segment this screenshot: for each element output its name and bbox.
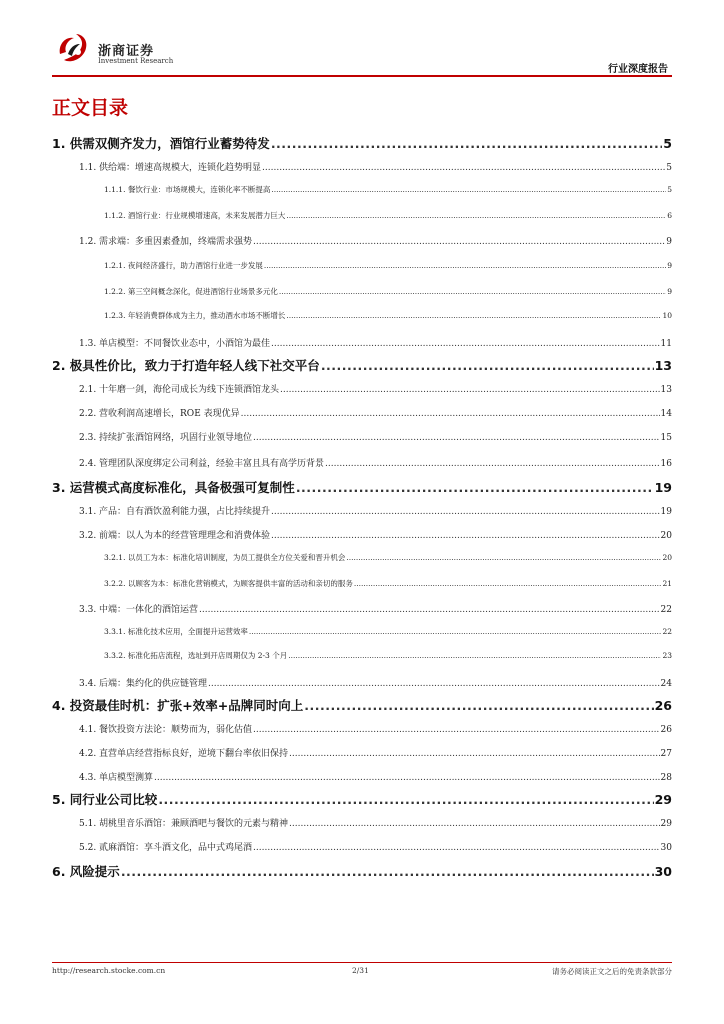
- toc-entry-level-3[interactable]: [52, 552, 672, 563]
- toc-entry-page: 5: [667, 185, 672, 194]
- toc-entry-page: 15: [660, 433, 672, 443]
- toc-entry-level-2[interactable]: [52, 602, 672, 615]
- toc-entry-page: 13: [654, 358, 672, 373]
- toc-entry-page: 5: [663, 136, 672, 151]
- toc-entry-page: 9: [667, 261, 672, 270]
- toc-leader-dots: [321, 358, 654, 373]
- toc-entry-label: 2.3. 持续扩张酒馆网络，巩固行业领导地位: [79, 433, 253, 443]
- toc-leader-dots: [289, 819, 660, 829]
- toc-leader-dots: [264, 261, 666, 270]
- toc-entry-label: 3.1. 产品：自有酒饮盈利能力强，占比持续提升: [79, 507, 271, 517]
- toc-entry-page: 28: [660, 773, 672, 783]
- report-type-label: 行业深度报告: [608, 64, 668, 75]
- toc-entry-label: 5.1. 胡桃里音乐酒馆：兼顾酒吧与餐饮的元素与精神: [79, 819, 289, 829]
- company-logo: [56, 32, 90, 66]
- toc-entry-label: 3.2. 前端：以人为本的经营管理理念和消费体验: [79, 531, 271, 541]
- footer-disclaimer: 请务必阅读正文之后的免责条款部分: [552, 967, 672, 976]
- toc-entry-level-2[interactable]: [52, 336, 672, 349]
- toc-leader-dots: [271, 136, 662, 151]
- toc-entry-label: 4.3. 单店模型测算: [79, 773, 154, 783]
- toc-leader-dots: [241, 409, 660, 419]
- toc-entry-level-3[interactable]: [52, 210, 672, 221]
- toc-entry-page: 19: [654, 480, 672, 495]
- toc-entry-level-3[interactable]: [52, 578, 672, 589]
- toc-entry-label: 6. 风险提示: [52, 864, 120, 879]
- toc-entry-level-2[interactable]: [52, 406, 672, 419]
- logo-chinese-name: 浙商证券: [98, 44, 155, 59]
- toc-entry-label: 2.1. 十年磨一剑，海伦司成长为线下连锁酒馆龙头: [79, 385, 280, 395]
- toc-entry-level-1[interactable]: [52, 478, 672, 496]
- toc-entry-level-2[interactable]: [52, 676, 672, 689]
- toc-leader-dots: [262, 163, 665, 173]
- toc-leader-dots: [249, 627, 662, 636]
- toc-entry-level-2[interactable]: [52, 816, 672, 829]
- toc-leader-dots: [199, 605, 660, 615]
- toc-entry-level-1[interactable]: [52, 790, 672, 808]
- toc-entry-level-2[interactable]: [52, 504, 672, 517]
- toc-entry-page: 16: [660, 459, 672, 469]
- toc-entry-label: 3.3. 中端：一体化的酒馆运营: [79, 605, 199, 615]
- footer-divider: [52, 962, 672, 963]
- toc-entry-page: 10: [662, 311, 672, 320]
- toc-entry-label: 2.4. 管理团队深度绑定公司利益，经验丰富且具有高学历背景: [79, 459, 325, 469]
- toc-entry-page: 9: [667, 287, 672, 296]
- toc-entry-label: 4.1. 餐饮投资方法论：顺势而为，弱化估值: [79, 725, 253, 735]
- toc-leader-dots: [304, 698, 653, 713]
- toc-leader-dots: [271, 507, 660, 517]
- toc-leader-dots: [289, 749, 660, 759]
- toc-entry-page: 22: [660, 605, 672, 615]
- toc-leader-dots: [253, 843, 660, 853]
- toc-entry-label: 1. 供需双侧齐发力，酒馆行业蓄势待发: [52, 136, 270, 151]
- toc-entry-level-1[interactable]: [52, 696, 672, 714]
- toc-leader-dots: [158, 792, 653, 807]
- toc-entry-label: 3.2.1. 以员工为本：标准化培训制度，为员工提供全方位关爱和晋升机会: [104, 553, 346, 562]
- toc-leader-dots: [121, 864, 654, 879]
- toc-entry-page: 14: [660, 409, 672, 419]
- toc-entry-level-1[interactable]: [52, 862, 672, 880]
- toc-entry-page: 6: [667, 211, 672, 220]
- toc-entry-page: 11: [660, 339, 672, 349]
- toc-entry-level-2[interactable]: [52, 746, 672, 759]
- toc-entry-label: 4. 投资最佳时机：扩张+效率+品牌同时向上: [52, 698, 304, 713]
- toc-entry-level-2[interactable]: [52, 382, 672, 395]
- toc-entry-page: 24: [660, 679, 672, 689]
- toc-entry-label: 1.2.1. 夜间经济盛行，助力酒馆行业进一步发展: [104, 261, 263, 270]
- toc-entry-label: 2.2. 营收利润高速增长，ROE 表现优异: [79, 409, 240, 419]
- toc-entry-level-3[interactable]: [52, 626, 672, 637]
- toc-entry-level-2[interactable]: [52, 160, 672, 173]
- toc-entry-label: 2. 极具性价比，致力于打造年轻人线下社交平台: [52, 358, 320, 373]
- header-divider: [52, 75, 672, 77]
- toc-entry-level-3[interactable]: [52, 310, 672, 321]
- toc-entry-page: 30: [660, 843, 672, 853]
- toc-entry-level-2[interactable]: [52, 840, 672, 853]
- toc-entry-label: 4.2. 直营单店经营指标良好，逆境下翻台率依旧保持: [79, 749, 289, 759]
- toc-entry-page: 20: [662, 553, 672, 562]
- toc-entry-level-2[interactable]: [52, 430, 672, 443]
- toc-leader-dots: [271, 339, 660, 349]
- toc-entry-page: 21: [662, 579, 672, 588]
- toc-entry-level-3[interactable]: [52, 184, 672, 195]
- toc-entry-level-1[interactable]: [52, 356, 672, 374]
- toc-entry-page: 23: [662, 651, 672, 660]
- toc-entry-label: 3.3.1. 标准化技术应用，全面提升运营效率: [104, 627, 248, 636]
- toc-entry-label: 1.2.3. 年轻消费群体成为主力，推动酒水市场不断增长: [104, 311, 286, 320]
- toc-entry-level-2[interactable]: [52, 770, 672, 783]
- toc-leader-dots: [286, 311, 661, 320]
- toc-entry-page: 22: [662, 627, 672, 636]
- toc-leader-dots: [346, 553, 661, 562]
- toc-entry-page: 29: [660, 819, 672, 829]
- toc-leader-dots: [279, 287, 666, 296]
- toc-entry-level-3[interactable]: [52, 260, 672, 271]
- toc-entry-level-2[interactable]: [52, 528, 672, 541]
- toc-entry-label: 1.1.1. 餐饮行业：市场规模大，连锁化率不断提高: [104, 185, 271, 194]
- toc-entry-level-2[interactable]: [52, 234, 672, 247]
- toc-entry-page: 20: [660, 531, 672, 541]
- logo-mark-icon: [56, 32, 90, 66]
- toc-title: 正文目录: [52, 97, 129, 119]
- toc-entry-level-2[interactable]: [52, 722, 672, 735]
- toc-entry-label: 5.2. 贰麻酒馆：享斗酒文化，品中式鸡尾酒: [79, 843, 253, 853]
- toc-entry-page: 13: [660, 385, 672, 395]
- toc-leader-dots: [253, 725, 660, 735]
- toc-leader-dots: [296, 480, 654, 495]
- toc-entry-page: 29: [654, 792, 672, 807]
- toc-entry-level-2[interactable]: [52, 456, 672, 469]
- toc-leader-dots: [271, 185, 666, 194]
- toc-entry-page: 30: [654, 864, 672, 879]
- toc-entry-level-3[interactable]: [52, 286, 672, 297]
- toc-entry-label: 3. 运营模式高度标准化，具备极强可复制性: [52, 480, 295, 495]
- toc-entry-level-3[interactable]: [52, 650, 672, 661]
- toc-entry-label: 5. 同行业公司比较: [52, 792, 158, 807]
- toc-entry-page: 9: [666, 237, 672, 247]
- toc-entry-label: 3.3.2. 标准化拓店流程，选址到开店周期仅为 2-3 个月: [104, 651, 288, 660]
- toc-leader-dots: [354, 579, 662, 588]
- toc-leader-dots: [253, 433, 660, 443]
- toc-entry-label: 1.2. 需求端：多重因素叠加，终端需求强势: [79, 237, 253, 247]
- toc-entry-label: 3.4. 后端：集约化的供应链管理: [79, 679, 208, 689]
- toc-leader-dots: [208, 679, 660, 689]
- toc-leader-dots: [253, 237, 665, 247]
- toc-entry-label: 1.1. 供给端：增速高规模大，连锁化趋势明显: [79, 163, 262, 173]
- toc-leader-dots: [271, 531, 660, 541]
- toc-entry-level-1[interactable]: [52, 134, 672, 152]
- toc-entry-label: 1.1.2. 酒馆行业：行业规模增速高，未来发展潜力巨大: [104, 211, 286, 220]
- toc-entry-label: 1.3. 单店模型：不同餐饮业态中，小酒馆为最佳: [79, 339, 271, 349]
- toc-entry-page: 5: [666, 163, 672, 173]
- toc-leader-dots: [154, 773, 660, 783]
- toc-entry-label: 3.2.2. 以顾客为本：标准化营销模式，为顾客提供丰富的活动和亲切的服务: [104, 579, 353, 588]
- page-header: [0, 0, 724, 80]
- toc-entry-page: 19: [660, 507, 672, 517]
- toc-entry-page: 26: [654, 698, 672, 713]
- footer-page-number: 2/31: [352, 966, 369, 975]
- toc-leader-dots: [286, 211, 666, 220]
- logo-english-name: Investment Research: [98, 57, 174, 65]
- toc-entry-page: 26: [660, 725, 672, 735]
- toc-leader-dots: [288, 651, 661, 660]
- toc-entry-page: 27: [660, 749, 672, 759]
- toc-leader-dots: [325, 459, 660, 469]
- footer-url-link[interactable]: http://research.stocke.com.cn: [52, 966, 166, 975]
- toc-entry-label: 1.2.2. 第三空间概念深化，促进酒馆行业场景多元化: [104, 287, 278, 296]
- toc-leader-dots: [280, 385, 660, 395]
